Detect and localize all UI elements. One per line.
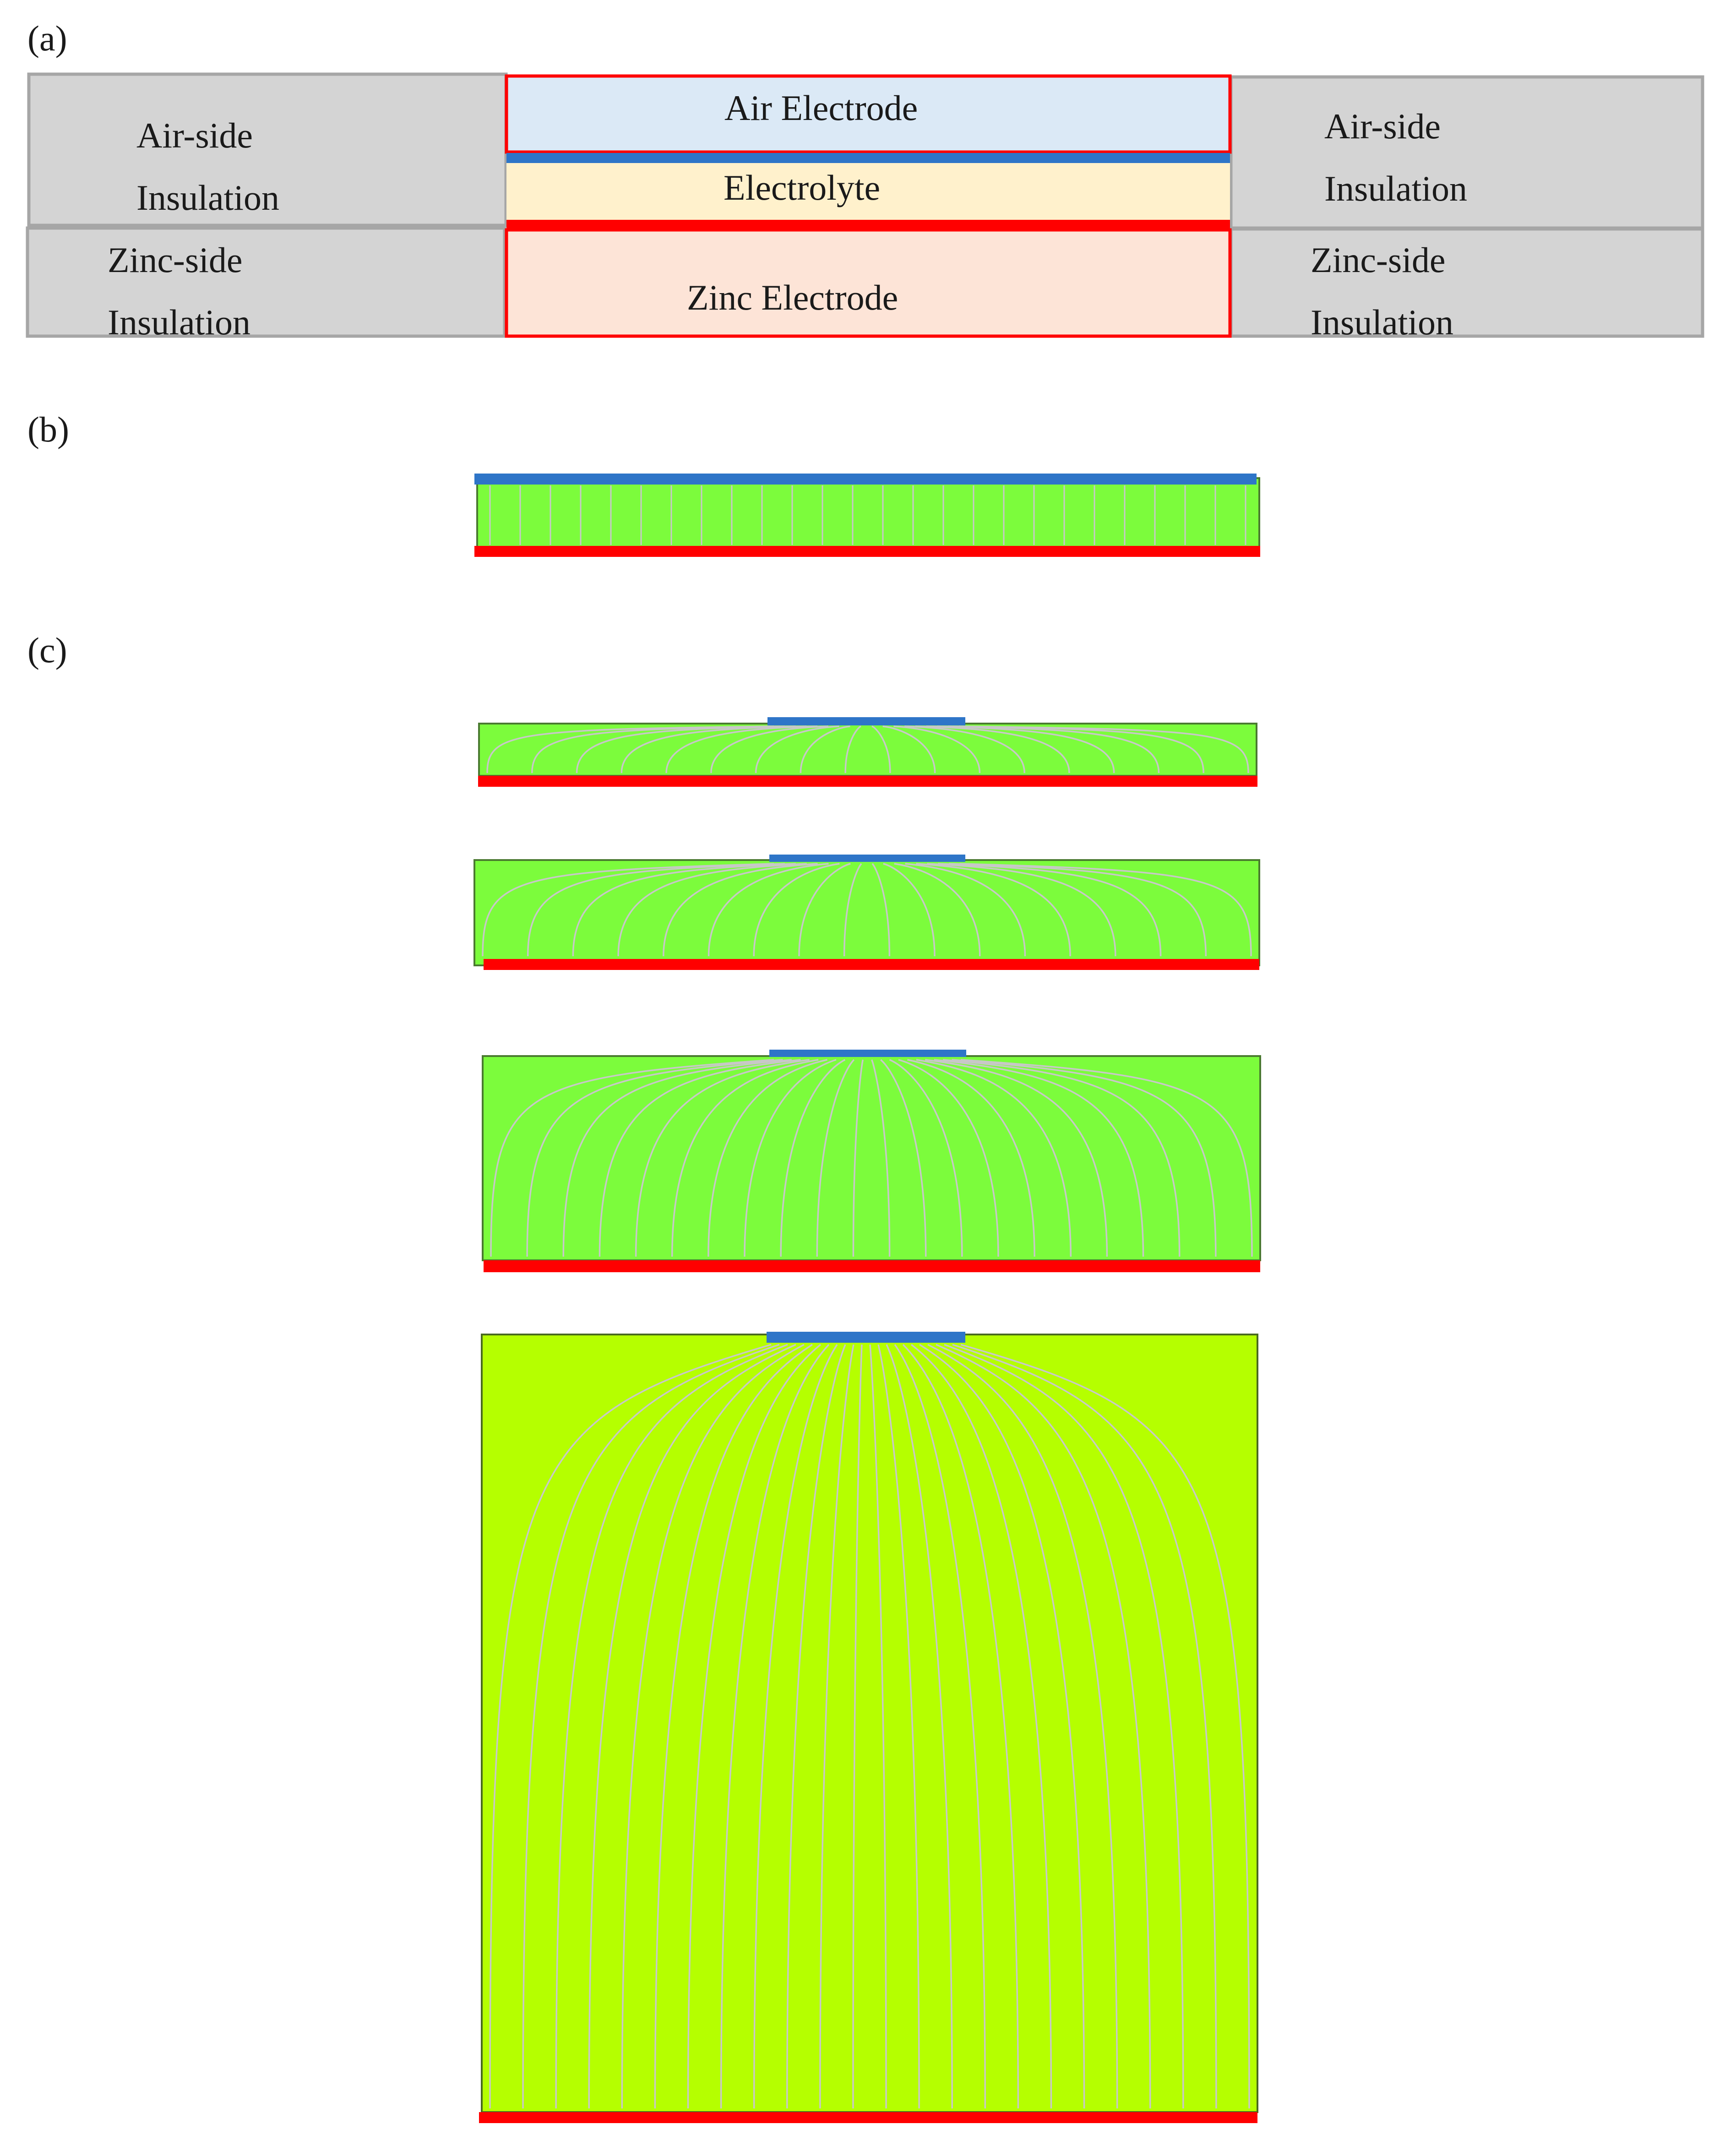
panel-b-zinc-electrode-boundary bbox=[474, 546, 1260, 557]
panel-b-air-electrode-boundary bbox=[474, 474, 1257, 485]
left-zinc-side-label-line1: Zinc-side bbox=[108, 240, 243, 280]
right-zinc-side-insulation bbox=[1231, 229, 1703, 336]
air-electrode-boundary-blue bbox=[506, 153, 1230, 163]
left-air-side-label-line2: Insulation bbox=[136, 178, 279, 218]
panel-c-domain-3 bbox=[483, 1050, 1260, 1272]
panel-c2-zinc-electrode bbox=[484, 959, 1259, 970]
right-air-side-label-line1: Air-side bbox=[1324, 106, 1441, 146]
right-zinc-side-label-line2: Insulation bbox=[1311, 302, 1453, 342]
panel-c2-air-electrode bbox=[769, 855, 965, 862]
left-zinc-side-insulation bbox=[27, 228, 505, 336]
panel-c1-domain bbox=[479, 724, 1257, 776]
panel-a bbox=[27, 18, 1703, 342]
right-air-side-label-line2: Insulation bbox=[1324, 169, 1467, 208]
electrolyte-label: Electrolyte bbox=[724, 168, 881, 207]
panel-c3-domain bbox=[483, 1056, 1260, 1260]
panel-c2-domain bbox=[474, 860, 1259, 965]
panel-c3-air-electrode bbox=[769, 1050, 966, 1057]
panel-c4-zinc-electrode bbox=[479, 2112, 1257, 2123]
left-air-side-label-line1: Air-side bbox=[136, 115, 253, 155]
right-zinc-side-label-line1: Zinc-side bbox=[1311, 240, 1446, 280]
panel-c-domain-2 bbox=[474, 855, 1259, 970]
panel-a-label: (a) bbox=[27, 18, 67, 58]
panel-c-domain-1 bbox=[478, 717, 1257, 787]
panel-c1-zinc-electrode bbox=[478, 776, 1257, 787]
panel-c3-zinc-electrode bbox=[484, 1260, 1260, 1272]
air-electrode-label: Air Electrode bbox=[724, 88, 918, 128]
panel-b-label: (b) bbox=[27, 409, 69, 449]
panel-b bbox=[27, 409, 1260, 557]
panel-c bbox=[27, 630, 1260, 2123]
panel-c1-air-electrode bbox=[767, 717, 965, 725]
panel-b-domain bbox=[477, 478, 1259, 551]
left-zinc-side-label-line2: Insulation bbox=[108, 302, 250, 342]
panel-c4-air-electrode bbox=[767, 1332, 965, 1343]
panel-c-domain-4 bbox=[479, 1332, 1257, 2123]
zinc-electrode-label: Zinc Electrode bbox=[687, 278, 898, 317]
panel-c4-domain bbox=[482, 1334, 1257, 2112]
panel-c-label: (c) bbox=[27, 630, 67, 670]
